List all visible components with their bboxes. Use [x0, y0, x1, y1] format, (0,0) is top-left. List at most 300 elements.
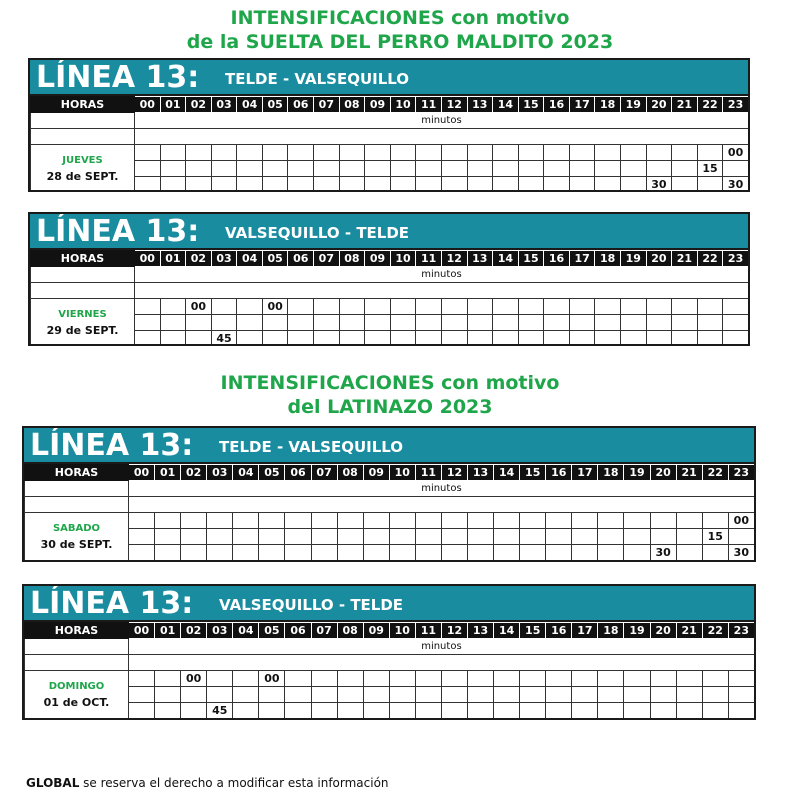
- minutes-label-row: [31, 267, 749, 283]
- hour-header-cell: 14: [493, 97, 519, 113]
- hours-header-row: [25, 465, 755, 481]
- empty-cell: [237, 177, 263, 193]
- empty-cell: [520, 687, 546, 703]
- empty-cell: [697, 315, 723, 331]
- minutes-label-row: [25, 481, 755, 497]
- empty-cell: [676, 545, 702, 561]
- empty-cell: [572, 513, 598, 529]
- empty-cell: [697, 177, 723, 193]
- day-name: DOMINGO: [48, 680, 105, 692]
- hour-header-cell: 04: [237, 97, 263, 113]
- empty-cell: [365, 161, 391, 177]
- empty-cell: [186, 331, 212, 347]
- heading-perro-maldito-line1: INTENSIFICACIONES con motivo: [230, 7, 570, 29]
- empty-cell: [181, 687, 207, 703]
- empty-cell: [467, 177, 493, 193]
- empty-cell: [160, 177, 186, 193]
- route-name: VALSEQUILLO - TELDE: [225, 224, 410, 242]
- empty-cell: [467, 315, 493, 331]
- blank-cell: [25, 639, 129, 655]
- blank-cell: [25, 497, 129, 513]
- route-name: TELDE - VALSEQUILLO: [225, 70, 410, 88]
- hour-header-cell: 09: [363, 465, 389, 481]
- empty-cell: [598, 545, 624, 561]
- empty-cell: [135, 161, 161, 177]
- hour-header-cell: 22: [702, 623, 728, 639]
- hour-header-cell: 20: [646, 97, 672, 113]
- line-number: LÍNEA 13:: [30, 586, 194, 621]
- departure-row: [31, 161, 749, 177]
- empty-cell: [237, 161, 263, 177]
- empty-cell: [702, 545, 728, 561]
- day-date: 28 de SEPT.: [46, 169, 119, 183]
- empty-cell: [288, 315, 314, 331]
- heading-latinazo: [0, 371, 790, 419]
- empty-cell: [624, 545, 650, 561]
- minutos-label: minutos: [135, 267, 749, 283]
- horas-label: HORAS: [31, 251, 135, 267]
- empty-cell: [311, 687, 337, 703]
- empty-cell: [365, 299, 391, 315]
- empty-cell: [468, 703, 494, 719]
- empty-cell: [211, 177, 237, 193]
- horas-label: HORAS: [25, 465, 129, 481]
- empty-cell: [493, 145, 519, 161]
- hour-header-cell: 05: [262, 251, 288, 267]
- empty-cell: [311, 529, 337, 545]
- empty-cell: [155, 703, 181, 719]
- empty-cell: [702, 671, 728, 687]
- empty-cell: [237, 145, 263, 161]
- empty-cell: [285, 513, 311, 529]
- hour-header-cell: 02: [186, 251, 212, 267]
- hour-header-cell: 17: [569, 251, 595, 267]
- empty-cell: [416, 331, 442, 347]
- timetable-grid: [30, 96, 749, 192]
- hour-header-cell: 15: [520, 623, 546, 639]
- line-banner: [30, 60, 748, 96]
- horas-label: HORAS: [25, 623, 129, 639]
- empty-cell: [155, 687, 181, 703]
- empty-cell: [262, 331, 288, 347]
- hour-header-cell: 02: [181, 623, 207, 639]
- empty-cell: [285, 671, 311, 687]
- empty-cell: [314, 299, 340, 315]
- empty-cell: [363, 703, 389, 719]
- empty-cell: [569, 177, 595, 193]
- empty-cell: [186, 161, 212, 177]
- heading-perro-maldito: [0, 6, 800, 54]
- hour-header-cell: 10: [390, 97, 416, 113]
- empty-cell: [416, 145, 442, 161]
- empty-cell: [262, 145, 288, 161]
- empty-cell: [595, 315, 621, 331]
- hour-header-cell: 17: [569, 97, 595, 113]
- empty-cell: [311, 545, 337, 561]
- empty-cell: [546, 545, 572, 561]
- hour-header-cell: 02: [186, 97, 212, 113]
- empty-cell: [520, 671, 546, 687]
- empty-cell: [337, 687, 363, 703]
- empty-cell: [416, 161, 442, 177]
- blank-cell: [31, 113, 135, 129]
- empty-cell: [620, 161, 646, 177]
- empty-cell: [129, 513, 155, 529]
- hour-header-cell: 18: [595, 97, 621, 113]
- blank-cell: [31, 129, 135, 145]
- empty-cell: [572, 671, 598, 687]
- empty-cell: [598, 671, 624, 687]
- schedule-table-2: [28, 212, 750, 346]
- empty-cell: [494, 671, 520, 687]
- empty-cell: [598, 529, 624, 545]
- empty-cell: [314, 315, 340, 331]
- empty-cell: [416, 299, 442, 315]
- hour-header-cell: 08: [339, 97, 365, 113]
- hour-header-cell: 13: [467, 251, 493, 267]
- empty-cell: [493, 299, 519, 315]
- spacer-row: [31, 283, 749, 299]
- empty-cell: [544, 299, 570, 315]
- departure-minute: 00: [186, 299, 212, 315]
- empty-cell: [390, 299, 416, 315]
- departure-minute: 15: [697, 161, 723, 177]
- line-number: LÍNEA 13:: [30, 428, 194, 463]
- hour-header-cell: 13: [468, 465, 494, 481]
- empty-cell: [595, 299, 621, 315]
- blank-cell: [25, 655, 129, 671]
- hour-header-cell: 12: [441, 97, 467, 113]
- departure-row: [31, 145, 749, 161]
- empty-cell: [135, 315, 161, 331]
- hours-header-row: [31, 251, 749, 267]
- empty-cell: [390, 315, 416, 331]
- empty-cell: [160, 315, 186, 331]
- empty-cell: [363, 671, 389, 687]
- hour-header-cell: 04: [233, 465, 259, 481]
- hour-header-cell: 19: [624, 623, 650, 639]
- empty-cell: [186, 145, 212, 161]
- empty-cell: [389, 671, 415, 687]
- empty-cell: [186, 315, 212, 331]
- empty-cell: [237, 315, 263, 331]
- empty-cell: [155, 513, 181, 529]
- hour-header-cell: 20: [646, 251, 672, 267]
- empty-cell: [389, 703, 415, 719]
- hour-header-cell: 05: [259, 623, 285, 639]
- empty-cell: [650, 687, 676, 703]
- empty-cell: [441, 331, 467, 347]
- schedule-table-4: [22, 584, 756, 720]
- hour-header-cell: 22: [702, 465, 728, 481]
- empty-cell: [211, 145, 237, 161]
- hour-header-cell: 03: [211, 97, 237, 113]
- empty-cell: [389, 513, 415, 529]
- hour-header-cell: 16: [546, 623, 572, 639]
- empty-cell: [620, 315, 646, 331]
- schedule-table-3: [22, 426, 756, 562]
- day-name: VIERNES: [58, 308, 107, 320]
- empty-cell: [129, 687, 155, 703]
- hour-header-cell: 06: [288, 251, 314, 267]
- empty-cell: [546, 513, 572, 529]
- empty-cell: [672, 145, 698, 161]
- day-name: SABADO: [52, 522, 101, 534]
- empty-cell: [285, 703, 311, 719]
- empty-cell: [595, 145, 621, 161]
- hour-header-cell: 02: [181, 465, 207, 481]
- empty-cell: [598, 513, 624, 529]
- departure-minute: 45: [207, 703, 233, 719]
- empty-cell: [441, 687, 467, 703]
- departure-minute: 30: [646, 177, 672, 193]
- hour-header-cell: 16: [546, 465, 572, 481]
- hour-header-cell: 14: [493, 251, 519, 267]
- hour-header-cell: 23: [723, 251, 749, 267]
- empty-cell: [415, 703, 441, 719]
- empty-cell: [288, 161, 314, 177]
- empty-cell: [389, 545, 415, 561]
- schedule-table-1: [28, 58, 750, 192]
- empty-cell: [544, 161, 570, 177]
- line-number: LÍNEA 13:: [36, 214, 200, 249]
- horas-label: HORAS: [31, 97, 135, 113]
- empty-cell: [723, 315, 749, 331]
- empty-cell: [520, 545, 546, 561]
- departure-row: [25, 529, 755, 545]
- empty-cell: [572, 687, 598, 703]
- empty-cell: [135, 145, 161, 161]
- hour-header-cell: 17: [572, 465, 598, 481]
- hour-header-cell: 06: [288, 97, 314, 113]
- empty-cell: [314, 161, 340, 177]
- empty-cell: [494, 513, 520, 529]
- empty-cell: [702, 703, 728, 719]
- empty-cell: [544, 331, 570, 347]
- empty-cell: [493, 161, 519, 177]
- empty-cell: [569, 299, 595, 315]
- empty-cell: [468, 545, 494, 561]
- hours-header-row: [25, 623, 755, 639]
- empty-cell: [441, 513, 467, 529]
- empty-cell: [650, 513, 676, 529]
- empty-cell: [494, 545, 520, 561]
- empty-cell: [337, 703, 363, 719]
- empty-cell: [285, 687, 311, 703]
- departure-row: [31, 315, 749, 331]
- hour-header-cell: 23: [723, 97, 749, 113]
- empty-cell: [595, 331, 621, 347]
- timetable-grid: [24, 622, 755, 719]
- empty-cell: [467, 145, 493, 161]
- hours-header-row: [31, 97, 749, 113]
- departure-minute: 30: [723, 177, 749, 193]
- hour-header-cell: 01: [155, 465, 181, 481]
- empty-cell: [546, 671, 572, 687]
- hour-header-cell: 23: [728, 465, 754, 481]
- empty-cell: [441, 545, 467, 561]
- empty-cell: [676, 671, 702, 687]
- empty-cell: [650, 671, 676, 687]
- empty-cell: [441, 315, 467, 331]
- empty-cell: [181, 545, 207, 561]
- heading-perro-maldito-line2: de la SUELTA DEL PERRO MALDITO 2023: [186, 31, 614, 53]
- empty-cell: [365, 315, 391, 331]
- empty-cell: [415, 687, 441, 703]
- empty-cell: [441, 299, 467, 315]
- empty-cell: [390, 145, 416, 161]
- hour-header-cell: 17: [572, 623, 598, 639]
- departure-minute: 00: [262, 299, 288, 315]
- empty-cell: [520, 529, 546, 545]
- empty-cell: [646, 161, 672, 177]
- hour-header-cell: 06: [285, 623, 311, 639]
- departure-minute: 00: [259, 671, 285, 687]
- empty-cell: [544, 145, 570, 161]
- empty-cell: [211, 299, 237, 315]
- empty-cell: [181, 513, 207, 529]
- empty-cell: [672, 331, 698, 347]
- empty-cell: [441, 177, 467, 193]
- empty-cell: [339, 177, 365, 193]
- departure-row: [25, 703, 755, 719]
- hour-header-cell: 01: [155, 623, 181, 639]
- empty-cell: [468, 687, 494, 703]
- hour-header-cell: 03: [207, 623, 233, 639]
- empty-cell: [415, 513, 441, 529]
- empty-cell: [416, 177, 442, 193]
- empty-cell: [650, 529, 676, 545]
- empty-cell: [285, 529, 311, 545]
- empty-cell: [135, 177, 161, 193]
- day-name: JUEVES: [62, 154, 103, 166]
- hour-header-cell: 13: [468, 623, 494, 639]
- empty-cell: [697, 299, 723, 315]
- hour-header-cell: 11: [416, 97, 442, 113]
- empty-cell: [211, 315, 237, 331]
- empty-cell: [259, 687, 285, 703]
- empty-cell: [646, 145, 672, 161]
- empty-cell: [262, 161, 288, 177]
- departure-row: [25, 513, 755, 529]
- hour-header-cell: 00: [129, 465, 155, 481]
- line-number: LÍNEA 13:: [36, 60, 200, 95]
- footer-disclaimer: [26, 776, 389, 790]
- empty-cell: [620, 299, 646, 315]
- hour-header-cell: 18: [595, 251, 621, 267]
- empty-cell: [207, 513, 233, 529]
- heading-latinazo-line2: del LATINAZO 2023: [287, 396, 493, 418]
- spacer-row: [25, 655, 755, 671]
- empty-cell: [624, 529, 650, 545]
- hour-header-cell: 12: [441, 251, 467, 267]
- hour-header-cell: 15: [520, 465, 546, 481]
- empty-cell: [624, 513, 650, 529]
- day-cell: [31, 299, 135, 347]
- day-date: 29 de SEPT.: [46, 323, 119, 337]
- empty-cell: [288, 299, 314, 315]
- empty-cell: [285, 545, 311, 561]
- empty-cell: [211, 161, 237, 177]
- empty-cell: [676, 529, 702, 545]
- empty-cell: [702, 513, 728, 529]
- departure-row: [25, 687, 755, 703]
- empty-cell: [646, 299, 672, 315]
- hour-header-cell: 03: [207, 465, 233, 481]
- day-cell: [25, 671, 129, 719]
- empty-cell: [624, 703, 650, 719]
- empty-cell: [339, 331, 365, 347]
- departure-minute: 30: [650, 545, 676, 561]
- empty-cell: [288, 331, 314, 347]
- empty-cell: [233, 687, 259, 703]
- empty-cell: [672, 315, 698, 331]
- empty-cell: [728, 671, 754, 687]
- blank-cell: [25, 481, 129, 497]
- hour-header-cell: 21: [672, 251, 698, 267]
- departure-row: [31, 177, 749, 193]
- empty-cell: [135, 331, 161, 347]
- empty-cell: [288, 177, 314, 193]
- empty-cell: [468, 513, 494, 529]
- hour-header-cell: 07: [314, 97, 340, 113]
- empty-cell: [363, 687, 389, 703]
- empty-cell: [723, 331, 749, 347]
- empty-cell: [160, 331, 186, 347]
- empty-cell: [365, 145, 391, 161]
- empty-cell: [314, 331, 340, 347]
- spacer-row: [25, 497, 755, 513]
- empty-cell: [129, 703, 155, 719]
- empty-cell: [569, 161, 595, 177]
- empty-cell: [697, 145, 723, 161]
- empty-cell: [339, 145, 365, 161]
- empty-cell: [467, 299, 493, 315]
- empty-cell: [339, 161, 365, 177]
- empty-cell: [314, 177, 340, 193]
- route-name: TELDE - VALSEQUILLO: [219, 438, 404, 456]
- hour-header-cell: 04: [237, 251, 263, 267]
- heading-latinazo-line1: INTENSIFICACIONES con motivo: [220, 372, 560, 394]
- hour-header-cell: 20: [650, 465, 676, 481]
- empty-cell: [546, 687, 572, 703]
- empty-cell: [262, 177, 288, 193]
- empty-cell: [181, 529, 207, 545]
- hour-header-cell: 08: [339, 251, 365, 267]
- hour-header-cell: 07: [314, 251, 340, 267]
- empty-cell: [129, 529, 155, 545]
- blank-cell: [129, 497, 755, 513]
- empty-cell: [129, 545, 155, 561]
- hour-header-cell: 10: [389, 465, 415, 481]
- empty-cell: [207, 545, 233, 561]
- line-banner: [24, 428, 754, 464]
- empty-cell: [620, 145, 646, 161]
- empty-cell: [728, 687, 754, 703]
- hour-header-cell: 00: [129, 623, 155, 639]
- hour-header-cell: 18: [598, 623, 624, 639]
- empty-cell: [494, 529, 520, 545]
- empty-cell: [237, 299, 263, 315]
- empty-cell: [207, 529, 233, 545]
- empty-cell: [311, 671, 337, 687]
- hour-header-cell: 03: [211, 251, 237, 267]
- hour-header-cell: 09: [363, 623, 389, 639]
- hour-header-cell: 10: [389, 623, 415, 639]
- empty-cell: [415, 529, 441, 545]
- hour-header-cell: 16: [544, 251, 570, 267]
- departure-minute: 00: [723, 145, 749, 161]
